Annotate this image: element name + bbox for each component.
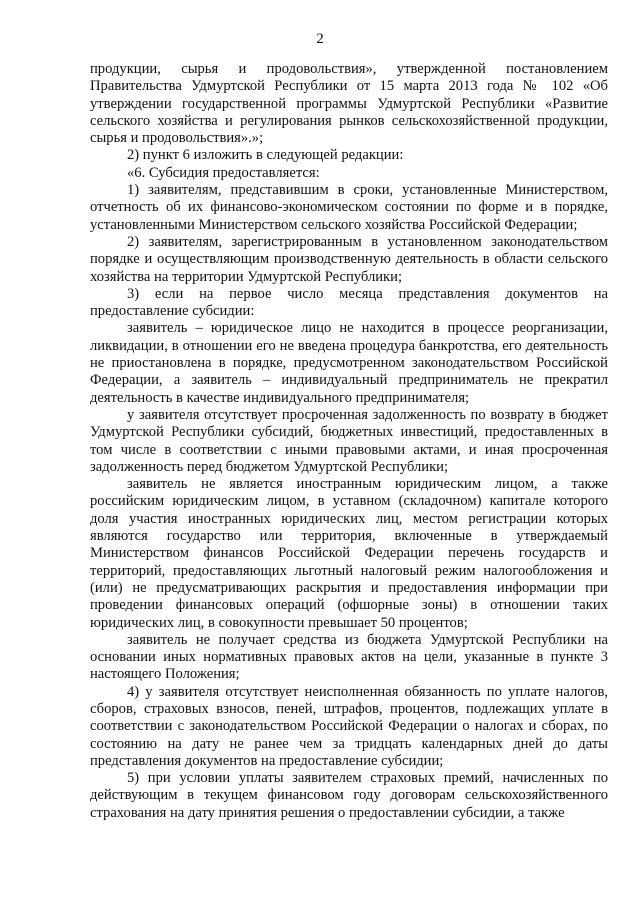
paragraph-item-2-intro: 2) пункт 6 изложить в следующей редакции: [127, 147, 404, 164]
paragraph-condition-3: 3) если на первое число месяца представления документов на предоставление субсидии: [90, 285, 608, 320]
paragraph-condition-5: 5) при условии уплаты заявителем страховых премий, начисленных по действующим в текущем финансовом году договорам сельскохозяйственного страхования на дату принятия решения о предоставлении субсидии, а также [90, 770, 608, 821]
page-number: 2 [316, 31, 324, 47]
paragraph-reorganization: заявитель – юридическое лицо не находится в процессе реорганизации, ликвидации, в отношении его не введена процедура банкротства, его деятельность не приостановлена в порядке, предусмотренном законодательством Российской Федерации, а заявитель – индивидуальный предприниматель не прекратил деятельность в качестве индивидуального предпринимателя; [90, 320, 608, 406]
paragraph-condition-2: 2) заявителям, зарегистрированным в установленном законодательством порядке и осуществляющим производственную деятельность в области сельского хозяйства на территории Удмуртской Республики; [90, 233, 608, 285]
paragraph-foreign-entity: заявитель не является иностранным юридическим лицом, а также российским юридическим лицом, в уставном (складочном) капитале которого доля участия иностранных юридических лиц, местом регистрации которых являются государство или территория, включенные в утверждаемый Министерством финансов Российской Федерации перечень государств и территорий, предоставляющих льготный налоговый режим налогообложения и (или) не предусматривающих раскрытия и предоставления информации при проведении финансовых операций (офшорные зоны) в отношении таких юридических лиц, в совокупности превышает 50 процентов; [90, 476, 608, 631]
paragraph-other-funds: заявитель не получает средства из бюджета Удмуртской Республики на основании иных нормативных правовых актов на цели, указанные в пункте 3 настоящего Положения; [90, 631, 608, 683]
paragraph-debt: у заявителя отсутствует просроченная задолженность по возврату в бюджет Удмуртской Республики субсидий, бюджетных инвестиций, предоставленных в том числе в соответствии с иными правовыми актами, и иная просроченная задолженность перед бюджетом Удмуртской Республики; [90, 406, 608, 475]
paragraph-clause-6-heading: «6. Субсидия предоставляется: [127, 164, 320, 181]
paragraph-continuation: продукции, сырья и продовольствия», утвержденной постановлением Правительства Удмуртской Республики от 15 марта 2013 года № 102 «Об утверждении государственной программы Удмуртской Республики «Развитие сельского хозяйства и регулирования рынков сельскохозяйственной продукции, сырья и продовольствия».»; [90, 61, 608, 147]
document-body [90, 61, 608, 822]
paragraph-condition-1: 1) заявителям, представившим в сроки, установленные Министерством, отчетность об их финансово-экономическом состоянии по форме и в порядке, установленными Министерством сельского хозяйства Российской Федерации; [90, 182, 608, 233]
paragraph-condition-4: 4) у заявителя отсутствует неисполненная обязанность по уплате налогов, сборов, страховых взносов, пеней, штрафов, процентов, подлежащих уплате в соответствии с законодательством Российской Федерации о налогах и сборах, по состоянию на дату не ранее чем за тридцать календарных дней до даты представления документов на предоставление субсидии; [90, 683, 608, 769]
